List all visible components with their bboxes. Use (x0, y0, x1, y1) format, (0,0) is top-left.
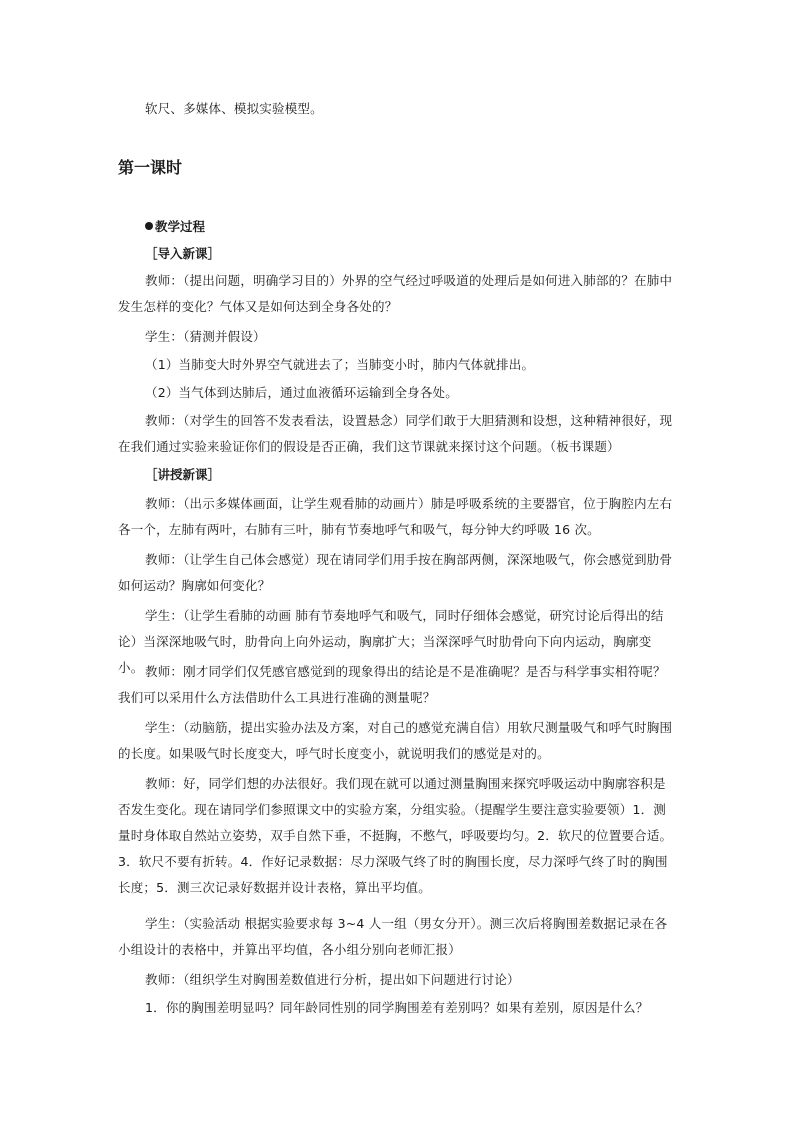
materials-line: 软尺、多媒体、模拟实验模型。 (145, 101, 323, 116)
paragraph: 学生：（动脑筋，提出实验办法及方案，对自己的感觉充满自信）用软尺测量吸气和呼气时胸围的长度。如果吸气时长度变大，呼气时长度变小，就说明我们的感觉是对的。 (118, 720, 673, 761)
paragraph: （1）当肺变大时外界空气就进去了；当肺变小时，肺内气体就排出。 (145, 357, 535, 372)
process-heading-text: 教学过程 (155, 219, 206, 234)
paragraph: （2）当气体到达肺后，通过血液循环运输到全身各处。 (145, 385, 458, 400)
paragraph: 教师：刚才同学们仅凭感官感觉到的现象得出的结论是不是准确呢？是否与科学事实相符呢？我们可以采用什么方法借助什么工具进行准确的测量呢？ (118, 664, 666, 705)
paragraph: 教师：（对学生的回答不发表看法，设置悬念）同学们敢于大胆猜测和设想，这种精神很好，现在我们通过实验来验证你们的假设是否正确，我们这节课就来探讨这个问题。（板书课题） (118, 413, 673, 454)
process-heading (145, 216, 205, 238)
paragraph: 1．你的胸围差明显吗？同年龄同性别的同学胸围差有差别吗？如果有差别，原因是什么？ (145, 1000, 649, 1015)
paragraph: 教师：好，同学们想的办法很好。我们现在就可以通过测量胸围来探究呼吸运动中胸廓容积是否发生变化。现在请同学们参照课文中的实验方案，分组实验。（提醒学生要注意实验要领）1．测量时身体取自然站立姿势，双手自然下垂，不挺胸，不憋气，呼吸要均匀。2．软尺的位置要合适。3．软尺不要有折转。4．作好记录数据：尽力深吸气终了时的胸围长度，尽力深呼气终了时的胸围长度；5．测三次记录好数据并设计表格，算出平均值。 (118, 776, 673, 895)
lesson-title: 第一课时 (118, 158, 183, 177)
paragraph: 学生：（让学生看肺的动画 肺有节奏地呼气和吸气，同时仔细体会感觉，研究讨论后得出的结论）当深深地吸气时，肋骨向上向外运动，胸廓扩大；当深深呼气时肋骨向下向内运动，胸廓变小。 (118, 608, 664, 675)
section-heading-intro: ［导入新课］ (145, 246, 221, 261)
paragraph: 教师：（出示多媒体画面，让学生观看肺的动画片）肺是呼吸系统的主要器官，位于胸腔内左右各一个，左肺有两叶，右肺有三叶，肺有节奏地呼气和吸气，每分钟大约呼吸 16 次。 (118, 496, 673, 537)
paragraph: 教师：（提出问题，明确学习目的）外界的空气经过呼吸道的处理后是如何进入肺部的？在肺中发生怎样的变化？气体又是如何达到全身各处的？ (118, 273, 673, 314)
bullet-icon (145, 222, 153, 230)
paragraph: 学生：（猜测并假设） (145, 329, 266, 344)
paragraph: 教师：（组织学生对胸围差数值进行分析，提出如下问题进行讨论） (145, 972, 520, 987)
section-heading-lecture: ［讲授新课］ (145, 467, 221, 482)
paragraph: 教师：（让学生自己体会感觉）现在请同学们用手按在胸部两侧，深深地吸气，你会感觉到肋骨如何运动？胸廓如何变化？ (118, 552, 673, 593)
paragraph: 学生：（实验活动 根据实验要求每 3~4 人一组（男女分开）。测三次后将胸围差数据记录在各小组设计的表格中，并算出平均值，各小组分别向老师汇报） (118, 916, 668, 957)
